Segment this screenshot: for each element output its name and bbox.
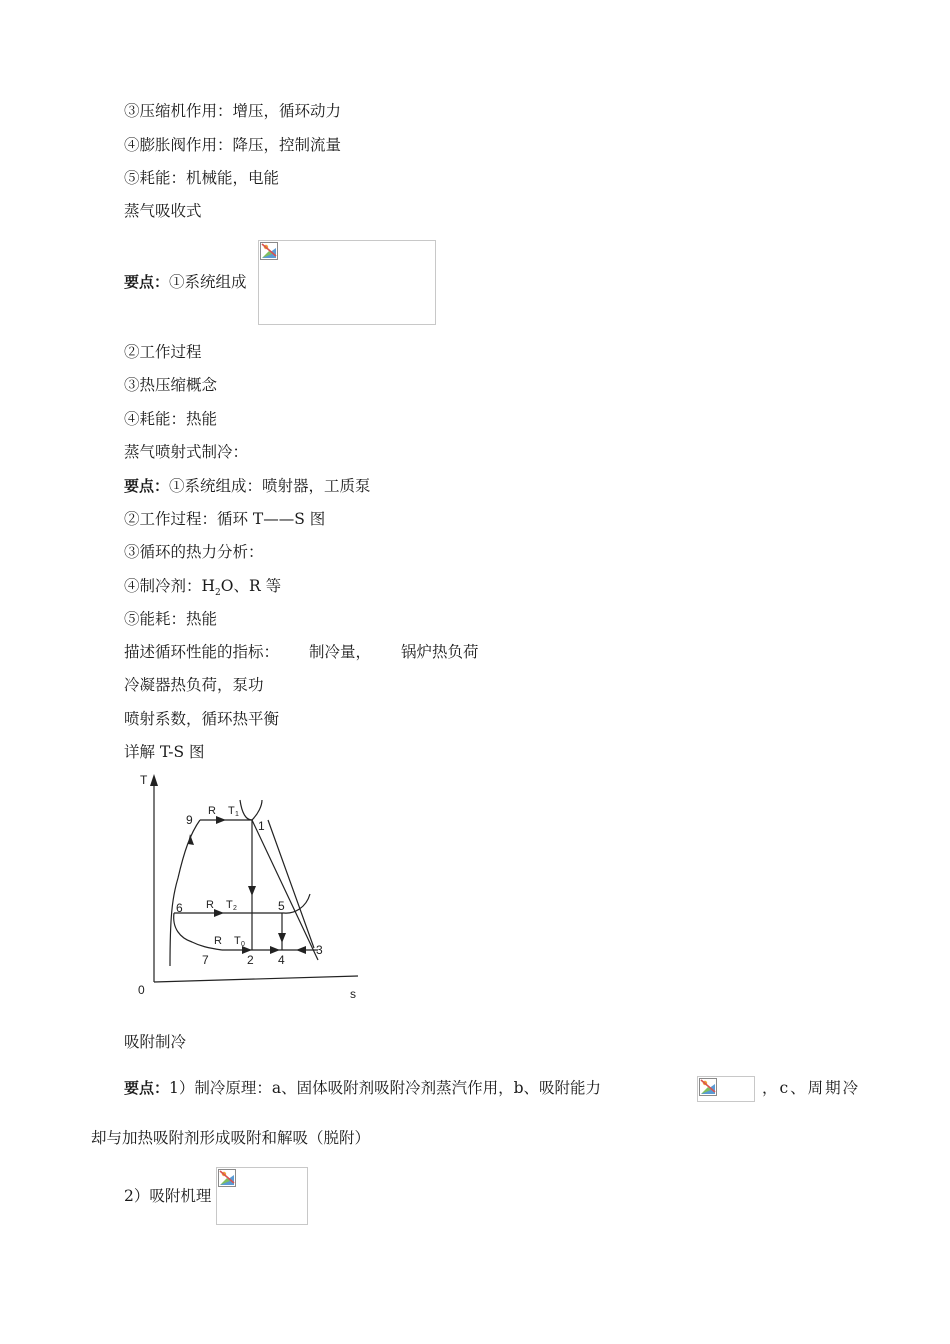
subscript: 2 bbox=[215, 588, 221, 599]
image-placeholder bbox=[697, 1076, 755, 1102]
text-part: 描述循环性能的指标： bbox=[124, 643, 280, 661]
vapor-curve-top-left bbox=[240, 800, 252, 820]
text-part: ，c、周期冷 bbox=[762, 1079, 861, 1097]
key-points-line bbox=[124, 476, 371, 496]
isoline-label: T bbox=[226, 899, 233, 911]
section-heading: 吸附制冷 bbox=[124, 1033, 187, 1051]
section-heading: 蒸气吸收式 bbox=[124, 202, 202, 220]
isoline-label: R bbox=[206, 899, 214, 911]
flow-arrow bbox=[248, 886, 256, 896]
text-line: ③热压缩概念 bbox=[124, 376, 218, 394]
flow-arrow bbox=[296, 946, 306, 954]
origin-label: 0 bbox=[138, 983, 145, 997]
vapor-line bbox=[252, 820, 318, 960]
point-label: 1 bbox=[258, 819, 265, 833]
point-label: 6 bbox=[176, 901, 183, 915]
key-label: 要点： bbox=[124, 273, 170, 291]
point-label: 2 bbox=[247, 953, 254, 967]
text-line: 2）吸附机理 bbox=[124, 1187, 212, 1205]
y-axis-label: T bbox=[140, 773, 148, 787]
vapor-curve-top bbox=[252, 800, 262, 820]
text-line bbox=[124, 642, 479, 662]
broken-image-icon bbox=[260, 242, 278, 260]
isoline-label: T bbox=[228, 805, 235, 817]
point-label: 5 bbox=[278, 899, 285, 913]
point-label: 3 bbox=[316, 943, 323, 957]
key-points-line bbox=[124, 272, 247, 292]
section-heading: 蒸气喷射式制冷： bbox=[124, 443, 249, 461]
text-line: ②工作过程 bbox=[124, 343, 202, 361]
text-part: 锅炉热负荷 bbox=[401, 643, 479, 661]
text-part: ④制冷剂：H bbox=[124, 577, 216, 595]
isoline-subscript: 0 bbox=[241, 941, 245, 948]
text-line: ⑤耗能：机械能，电能 bbox=[124, 169, 280, 187]
isoline-subscript: 2 bbox=[233, 905, 237, 912]
text-line: ④膨胀阀作用：降压，控制流量 bbox=[124, 136, 342, 154]
key-text: ①系统组成：喷射器，工质泵 bbox=[169, 477, 371, 495]
text-part: O、R 等 bbox=[220, 577, 282, 595]
isoline-label: R bbox=[208, 805, 216, 817]
text-line bbox=[124, 576, 281, 603]
broken-image-icon bbox=[699, 1078, 717, 1096]
text-line: 详解 T-S 图 bbox=[124, 743, 205, 761]
key-label: 要点： bbox=[124, 1079, 170, 1097]
superheat-line bbox=[268, 820, 314, 948]
key-text: 1）制冷原理：a、固体吸附剂吸附冷剂蒸汽作用，b、吸附能力 bbox=[169, 1079, 602, 1097]
point-label: 7 bbox=[202, 953, 209, 967]
flow-arrow bbox=[214, 909, 224, 917]
x-axis-label: s bbox=[350, 987, 356, 1001]
key-points-line bbox=[124, 1078, 601, 1098]
isoline-subscript: 1 bbox=[235, 811, 239, 818]
y-axis-arrow bbox=[150, 774, 158, 786]
text-line: ⑤能耗：热能 bbox=[124, 610, 218, 628]
isoline-label: R bbox=[214, 935, 222, 947]
broken-image-icon bbox=[218, 1169, 236, 1187]
image-placeholder bbox=[216, 1167, 308, 1225]
text-line: 却与加热吸附剂形成吸附和解吸（脱附） bbox=[91, 1129, 371, 1147]
text-part: 制冷量， bbox=[309, 643, 372, 661]
text-line: ③循环的热力分析： bbox=[124, 543, 264, 561]
key-label: 要点： bbox=[124, 477, 170, 495]
x-axis bbox=[154, 976, 358, 982]
flow-arrow bbox=[216, 816, 226, 824]
key-text: ①系统组成 bbox=[169, 273, 247, 291]
point-label: 9 bbox=[186, 813, 193, 827]
text-line: ④耗能：热能 bbox=[124, 410, 218, 428]
text-line: ②工作过程：循环 T——S 图 bbox=[124, 510, 326, 528]
text-line: 喷射系数，循环热平衡 bbox=[124, 710, 280, 728]
image-placeholder bbox=[258, 240, 436, 325]
point-label: 4 bbox=[278, 953, 285, 967]
isoline-label: T bbox=[234, 935, 241, 947]
ts-diagram bbox=[130, 768, 370, 1004]
flow-arrow bbox=[278, 933, 286, 943]
text-line: 冷凝器热负荷，泵功 bbox=[124, 676, 264, 694]
text-line: ③压缩机作用：增压，循环动力 bbox=[124, 102, 342, 120]
